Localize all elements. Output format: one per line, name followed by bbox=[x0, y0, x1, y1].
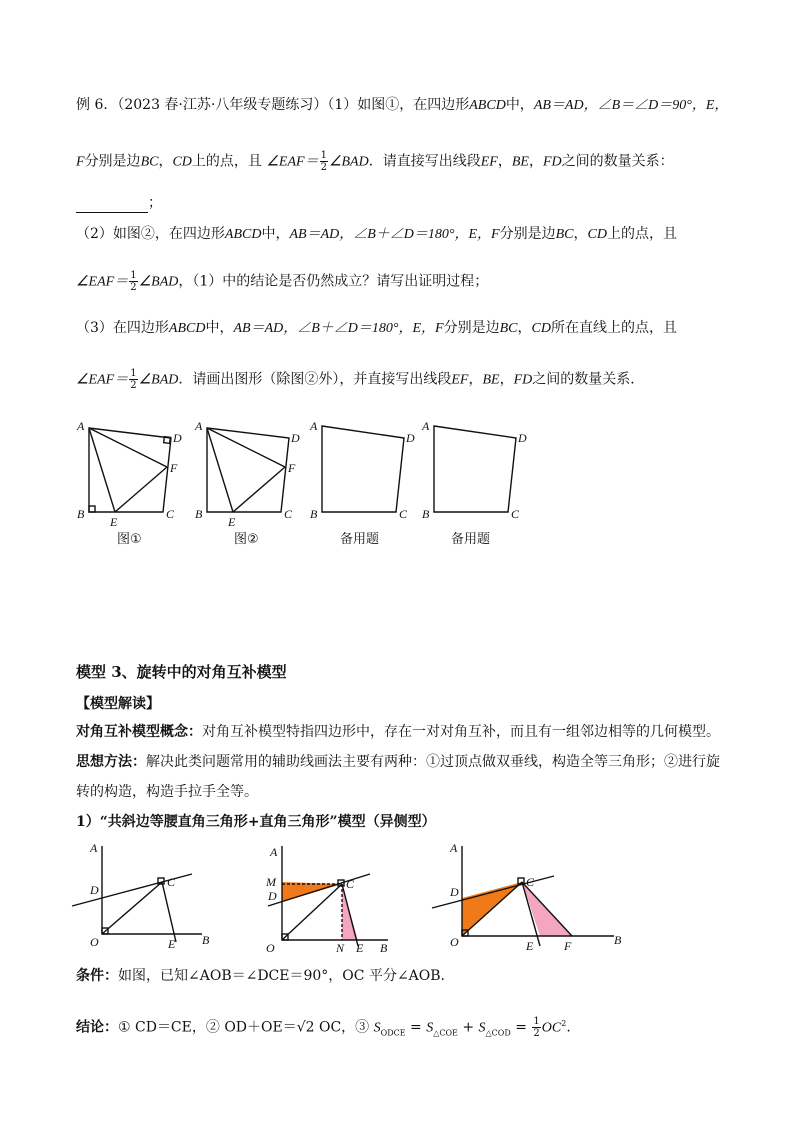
label-A: A bbox=[77, 419, 85, 433]
ex6-answer-blank: ； bbox=[76, 193, 162, 213]
svg-text:C: C bbox=[167, 875, 176, 889]
svg-text:D: D bbox=[90, 883, 99, 897]
svg-text:B: B bbox=[380, 941, 388, 955]
ex6-line2: F分别是边BC，CD上的点，且 ∠EAF＝ $\frac{1}{2}$ ∠BAD．请直接写出线段EF，BE，FD之间的数量关系： bbox=[76, 150, 674, 173]
model-figure-2 bbox=[258, 838, 408, 953]
ex6-intro: 例 6．（2023 春·江苏·八年级专题练习）（1）如图①，在四边形 bbox=[76, 97, 470, 113]
figure-2-diagram bbox=[193, 420, 303, 530]
model-figure-1 bbox=[72, 838, 222, 953]
svg-text:B: B bbox=[310, 507, 318, 521]
svg-text:D: D bbox=[268, 889, 277, 903]
svg-text:C: C bbox=[346, 877, 355, 891]
model3-concept: 对角互补模型概念：对角互补模型特指四边形中，存在一对对角互补，而且有一组邻边相等的几何模型。 bbox=[76, 724, 720, 740]
ex6-part2-cont: ∠EAF＝ $\frac{1}{2}$ ∠BAD，（1）中的结论是否仍然成立？请写出证明过程； bbox=[76, 270, 489, 293]
figure-1-diagram bbox=[75, 420, 185, 530]
svg-text:M: M bbox=[266, 875, 276, 889]
label-B: B bbox=[77, 507, 85, 521]
svg-text:D: D bbox=[450, 885, 459, 899]
svg-text:A: A bbox=[270, 845, 278, 859]
model3-condition: 条件：如图，已知∠AOB＝∠DCE＝90°，OC 平分∠AOB. bbox=[76, 968, 446, 984]
fraction-half: $\frac{1}{2}$ bbox=[320, 150, 327, 173]
model3-conclusion: 结论：① CD＝CE，② OD＋OE＝√2 OC，③ $S_{ODCE} = S_{\triangle COE} + S_{\triangle COD}$ = $\frac{1}{2}$ $OC^2$. bbox=[76, 1016, 571, 1040]
label-C: C bbox=[166, 507, 175, 521]
svg-text:D: D bbox=[518, 431, 527, 445]
spare-2-caption: 备用题 bbox=[451, 532, 491, 547]
svg-text:A: A bbox=[195, 419, 203, 433]
svg-text:C: C bbox=[399, 507, 408, 521]
ex6-part3-cont: ∠EAF＝ $\frac{1}{2}$ ∠BAD．请画出图形（除图②外），并直接写出线段EF，BE，FD之间的数量关系． bbox=[76, 368, 645, 391]
svg-text:B: B bbox=[614, 933, 622, 947]
ex6-part2: （2）如图②，在四边形ABCD中，AB＝AD，∠B＋∠D＝180°，E，F分别是边BC，CD上的点，且 bbox=[76, 226, 677, 242]
label-D: D bbox=[173, 431, 182, 445]
svg-text:E: E bbox=[168, 937, 176, 951]
svg-text:A: A bbox=[90, 841, 98, 855]
model-figure-3 bbox=[432, 838, 622, 953]
label-F: F bbox=[170, 461, 178, 475]
svg-text:D: D bbox=[406, 431, 415, 445]
svg-text:D: D bbox=[291, 431, 300, 445]
svg-text:O: O bbox=[266, 941, 275, 955]
svg-text:B: B bbox=[202, 933, 210, 947]
spare-figure-2 bbox=[420, 420, 530, 530]
spare-1-caption: 备用题 bbox=[340, 532, 380, 547]
svg-text:A: A bbox=[422, 419, 430, 433]
model3-title: 模型 3、旋转中的对角互补模型 bbox=[76, 663, 287, 681]
svg-text:B: B bbox=[195, 507, 203, 521]
svg-text:F: F bbox=[288, 461, 296, 475]
svg-text:E: E bbox=[526, 939, 534, 953]
svg-text:B: B bbox=[422, 507, 430, 521]
svg-text:N: N bbox=[336, 941, 345, 955]
figure-1-caption: 图① bbox=[117, 532, 142, 547]
svg-text:C: C bbox=[511, 507, 520, 521]
svg-text:A: A bbox=[450, 841, 458, 855]
figure-2-caption: 图② bbox=[234, 532, 259, 547]
spare-figure-1 bbox=[308, 420, 418, 530]
svg-text:E: E bbox=[356, 941, 364, 955]
model3-reading: 【模型解读】 bbox=[76, 696, 160, 712]
svg-text:O: O bbox=[450, 935, 459, 949]
svg-text:F: F bbox=[564, 939, 572, 953]
ex6-part3: （3）在四边形ABCD中，AB＝AD，∠B＋∠D＝180°，E，F分别是边BC，CD所在直线上的点，且 bbox=[76, 320, 677, 336]
model3-sub1: 1）“共斜边等腰直角三角形+直角三角形”模型（异侧型） bbox=[76, 814, 436, 830]
svg-text:O: O bbox=[90, 935, 99, 949]
label-E: E bbox=[110, 515, 118, 529]
ex6-line1: 例 6．（2023 春·江苏·八年级专题练习）（1）如图①，在四边形ABCD中，AB＝AD，∠B＝∠D＝90°，E， bbox=[76, 97, 729, 113]
svg-text:C: C bbox=[526, 875, 535, 889]
model3-method-cont: 转的构造，构造手拉手全等。 bbox=[76, 784, 258, 800]
svg-text:E: E bbox=[228, 515, 236, 529]
model3-method: 思想方法：解决此类问题常用的辅助线画法主要有两种：①过顶点做双垂线，构造全等三角形；②进行旋 bbox=[76, 754, 720, 770]
svg-text:C: C bbox=[284, 507, 293, 521]
svg-text:A: A bbox=[310, 419, 318, 433]
